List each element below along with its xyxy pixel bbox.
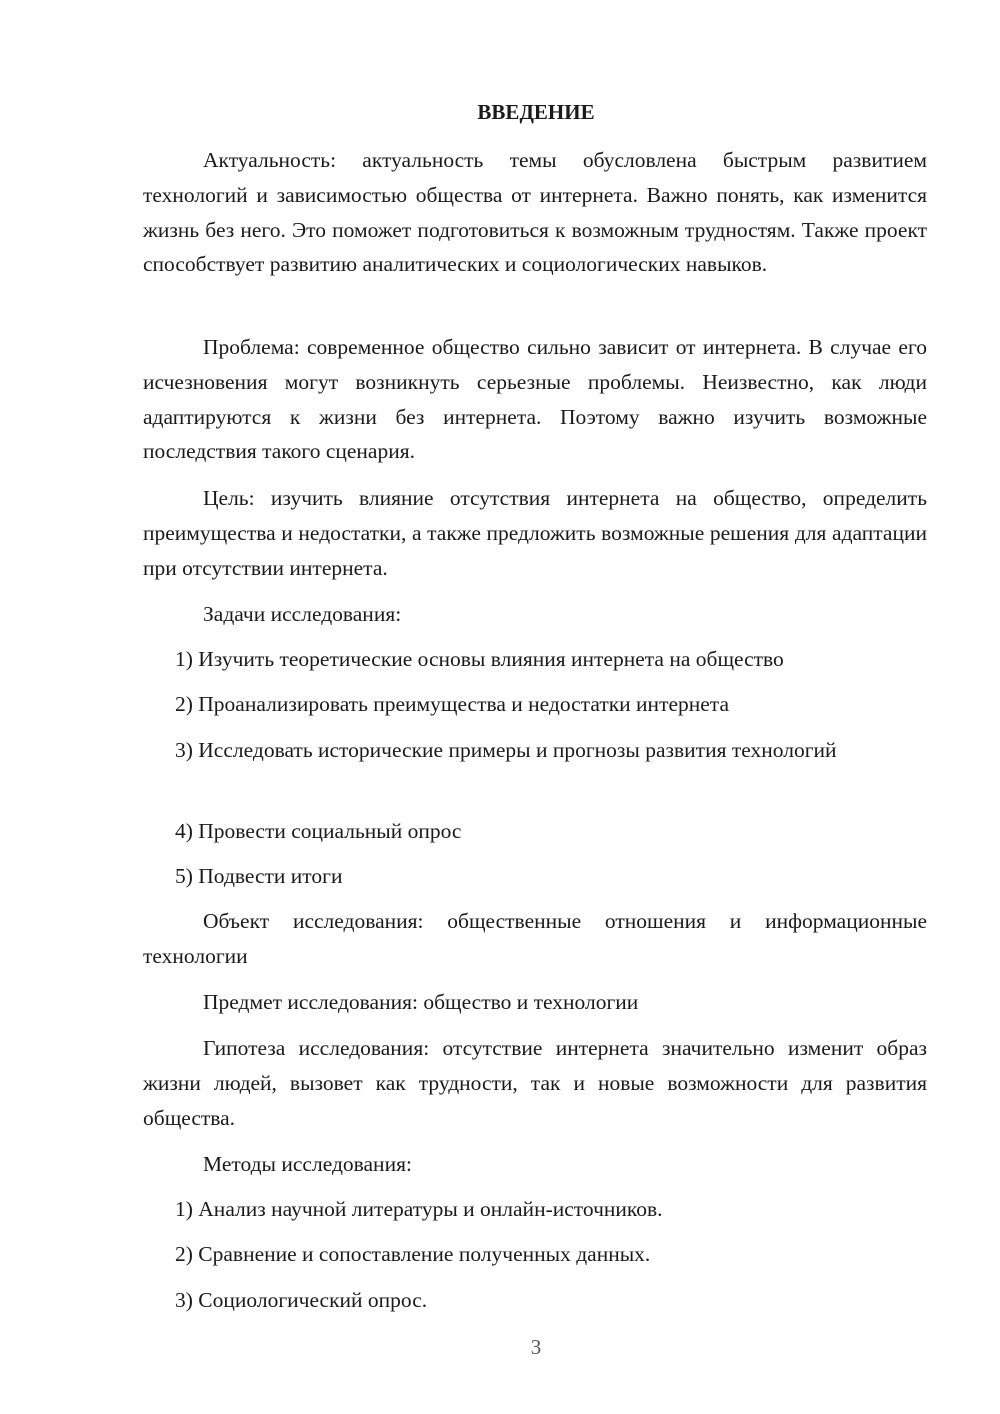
problem-paragraph: Проблема: современное общество сильно зависит от интернета. В случае его исчезновения могут возникнуть серьезные проблемы. Неизвестно, как люди адаптируются к жизни без интернета. Поэтому важно изучить возможные последствия такого сценария.	[143, 335, 927, 464]
hypothesis-paragraph: Гипотеза исследования: отсутствие интернета значительно изменит образ жизни людей, вызовет как трудности, так и новые возможности для развития общества.	[143, 1036, 927, 1130]
tasks-title: Задачи исследования:	[203, 602, 402, 626]
method-item: 2) Сравнение и сопоставление полученных данных.	[175, 1242, 651, 1266]
task-item: 1) Изучить теоретические основы влияния интернета на общество	[175, 647, 784, 671]
task-item: 2) Проанализировать преимущества и недостатки интернета	[175, 692, 730, 716]
page-number: 3	[530, 1335, 542, 1359]
object-paragraph: Объект исследования: общественные отношения и информационные технологии	[143, 909, 927, 968]
task-item: 3) Исследовать исторические примеры и прогнозы развития технологий	[175, 738, 837, 762]
method-item: 3) Социологический опрос.	[175, 1288, 428, 1312]
subject-paragraph: Предмет исследования: общество и технологии	[203, 990, 639, 1014]
task-item: 5) Подвести итоги	[175, 864, 343, 888]
section-heading: ВВЕДЕНИЕ	[477, 100, 595, 124]
relevance-paragraph: Актуальность: актуальность темы обусловлена быстрым развитием технологий и зависимостью общества от интернета. Важно понять, как изменится жизнь без него. Это поможет подготовиться к возможным трудностям. Также проект способствует развитию аналитических и социологических навыков.	[143, 148, 927, 277]
task-item: 4) Провести социальный опрос	[175, 819, 462, 843]
goal-paragraph: Цель: изучить влияние отсутствия интернета на общество, определить преимущества и недостатки, а также предложить возможные решения для адаптации при отсутствии интернета.	[143, 486, 927, 580]
methods-title: Методы исследования:	[203, 1152, 412, 1176]
method-item: 1) Анализ научной литературы и онлайн-источников.	[175, 1197, 663, 1221]
